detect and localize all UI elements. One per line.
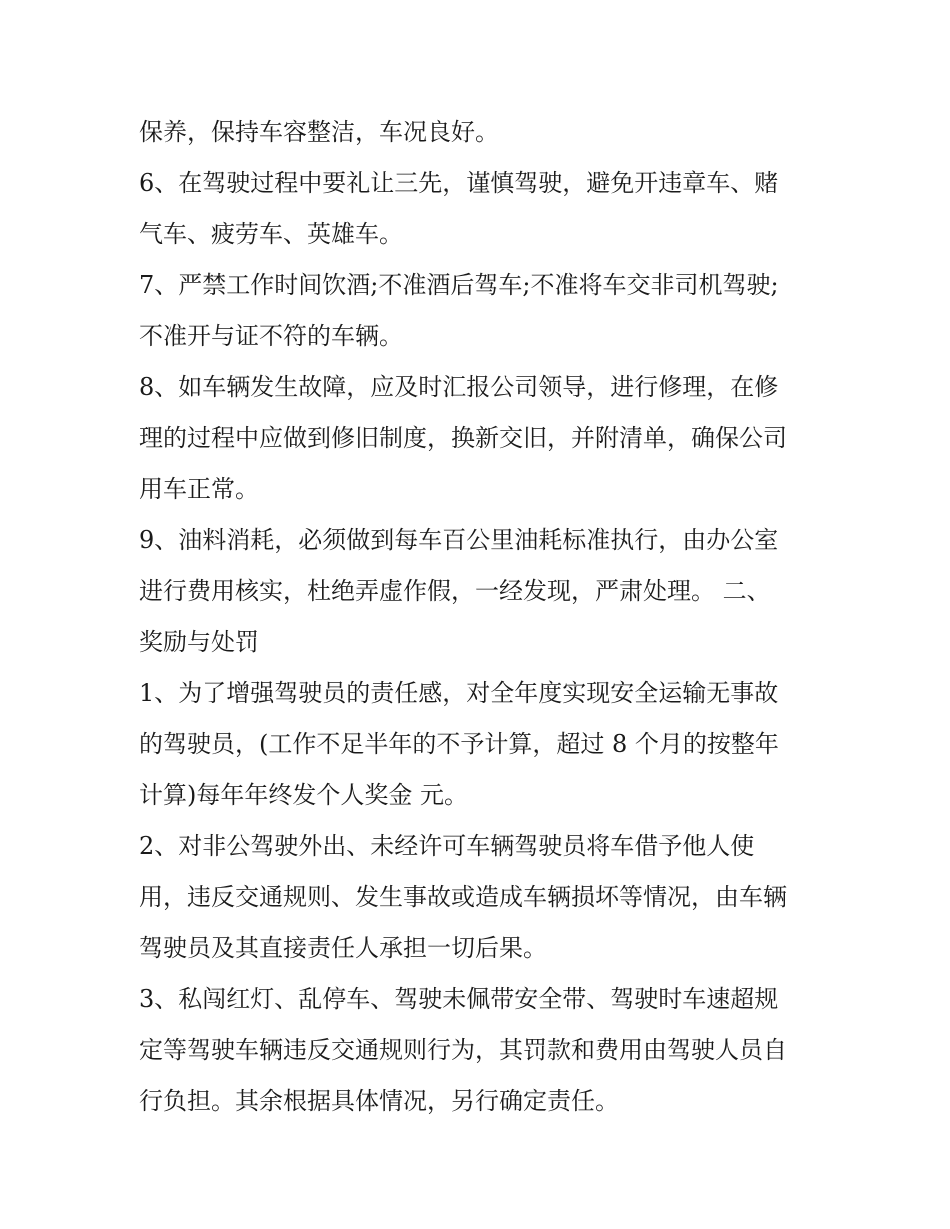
text-line: 的驾驶员，(工作不足半年的不予计算，超过 8 个月的按整年 [139, 730, 779, 758]
text-line: 定等驾驶车辆违反交通规则行为，其罚款和费用由驾驶人员自 [139, 1036, 787, 1064]
text-line: 8、如车辆发生故障，应及时汇报公司领导，进行修理，在修 [139, 373, 779, 401]
text-line: 用，违反交通规则、发生事故或造成车辆损坏等情况，由车辆 [139, 883, 787, 911]
text-line: 7、严禁工作时间饮酒;不准酒后驾车;不准将车交非司机驾驶; [139, 271, 779, 299]
text-line: 不准开与证不符的车辆。 [139, 322, 403, 350]
text-line: 6、在驾驶过程中要礼让三先，谨慎驾驶，避免开违章车、赌 [139, 169, 779, 197]
text-line: 进行费用核实，杜绝弄虚作假，一经发现，严肃处理。 二、 [139, 577, 771, 605]
section-heading: 奖励与处罚 [139, 628, 259, 656]
text-line: 理的过程中应做到修旧制度，换新交旧，并附清单，确保公司 [139, 424, 787, 452]
document-body [139, 107, 839, 1127]
text-line: 1、为了增强驾驶员的责任感，对全年度实现安全运输无事故 [139, 679, 779, 707]
text-line: 9、油料消耗，必须做到每车百公里油耗标准执行，由办公室 [139, 526, 779, 554]
text-line: 计算)每年年终发个人奖金 元。 [139, 781, 468, 809]
text-line: 行负担。其余根据具体情况，另行确定责任。 [139, 1087, 619, 1115]
text-line: 气车、疲劳车、英雄车。 [139, 220, 403, 248]
text-line: 驾驶员及其直接责任人承担一切后果。 [139, 934, 547, 962]
text-line: 用车正常。 [139, 475, 259, 503]
text-line: 3、私闯红灯、乱停车、驾驶未佩带安全带、驾驶时车速超规 [139, 985, 779, 1013]
text-line: 2、对非公驾驶外出、未经许可车辆驾驶员将车借予他人使 [139, 832, 755, 860]
text-line: 保养，保持车容整洁，车况良好。 [139, 118, 499, 146]
